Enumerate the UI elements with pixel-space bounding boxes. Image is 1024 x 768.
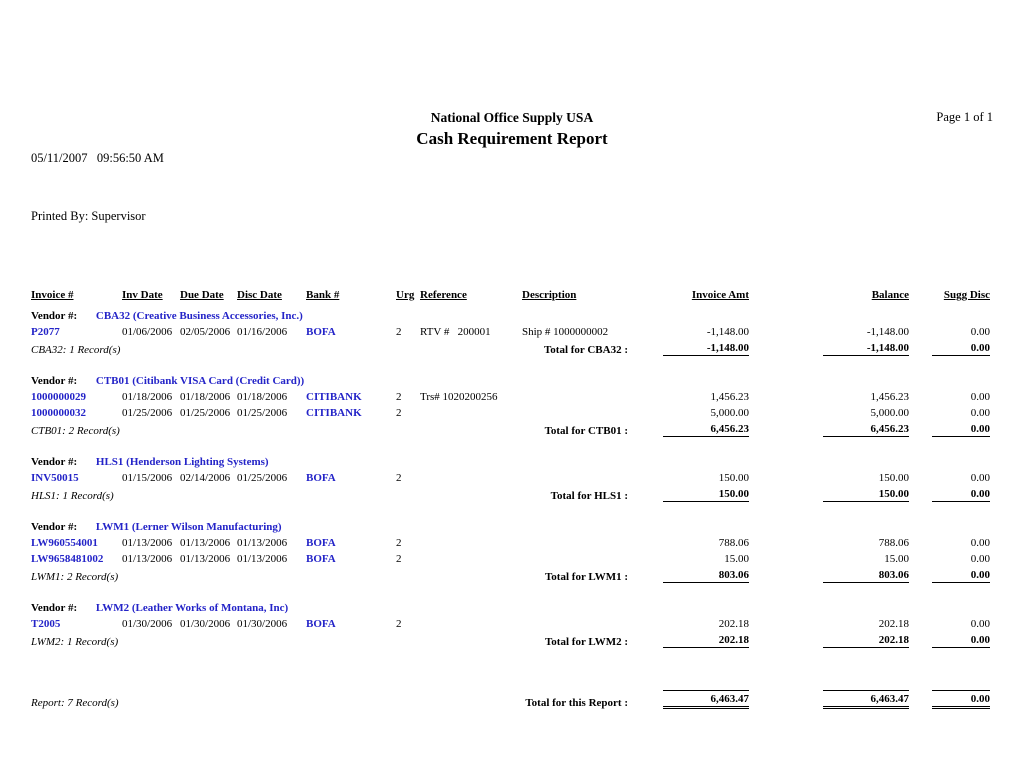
invoice-row xyxy=(31,616,990,632)
report-header xyxy=(31,110,993,265)
disc-date: 01/13/2006 xyxy=(237,553,288,565)
group-total-sugg-disc: 0.00 xyxy=(909,486,990,504)
group-record-count: CTB01: 2 Record(s) xyxy=(31,425,120,437)
vendor-cell xyxy=(31,368,990,389)
description xyxy=(522,470,642,486)
vendor-number-label: Vendor #: xyxy=(31,521,78,533)
group-total-sugg-disc: 0.00 xyxy=(909,340,990,358)
invoice-amt: 15.00 xyxy=(724,553,749,565)
group-total-label: Total for CTB01 : xyxy=(544,425,628,437)
urgency: 2 xyxy=(396,553,402,565)
reference xyxy=(420,405,522,421)
invoice-amt: 1,456.23 xyxy=(710,391,749,403)
print-datetime: 05/11/2007 09:56:50 AM xyxy=(31,150,164,165)
group-total-row xyxy=(31,567,990,585)
report-total-invoice-amt: 6,463.47 xyxy=(642,688,749,711)
column-header-row xyxy=(31,287,990,303)
group-total-balance: 202.18 xyxy=(749,632,909,650)
sugg-disc: 0.00 xyxy=(970,391,990,403)
invoice-amt: 5,000.00 xyxy=(710,407,749,419)
disc-date: 01/16/2006 xyxy=(237,326,288,338)
reference xyxy=(420,470,522,486)
vendor-number-label: Vendor #: xyxy=(31,456,78,468)
group-spacer xyxy=(31,585,990,595)
vendor-cell xyxy=(31,449,990,470)
vendor-link[interactable]: LWM1 (Lerner Wilson Manufacturing) xyxy=(95,521,282,533)
due-date: 02/05/2006 xyxy=(180,326,231,338)
page-number: Page 1 of 1 xyxy=(936,110,993,124)
invoice-number-link[interactable]: T2005 xyxy=(31,618,61,630)
group-total-label: Total for HLS1 : xyxy=(550,490,628,502)
group-spacer xyxy=(31,358,990,368)
disc-date: 01/30/2006 xyxy=(237,618,288,630)
column-header-invoice: Invoice # xyxy=(31,289,74,301)
balance: 1,456.23 xyxy=(870,391,909,403)
reference xyxy=(420,535,522,551)
group-record-count: CBA32: 1 Record(s) xyxy=(31,344,121,356)
vendor-row xyxy=(31,303,990,324)
due-date: 01/13/2006 xyxy=(180,553,231,565)
due-date: 01/25/2006 xyxy=(180,407,231,419)
group-total-row xyxy=(31,632,990,650)
report-title: Cash Requirement Report xyxy=(416,129,608,148)
report-total-balance: 6,463.47 xyxy=(749,688,909,711)
invoice-amt: 202.18 xyxy=(718,618,749,630)
balance: -1,148.00 xyxy=(866,326,909,338)
reference xyxy=(420,616,522,632)
column-header-sugg-disc: Sugg Disc xyxy=(943,289,990,301)
disc-date: 01/18/2006 xyxy=(237,391,288,403)
invoice-number-link[interactable]: 1000000032 xyxy=(31,407,86,419)
sugg-disc: 0.00 xyxy=(970,326,990,338)
description xyxy=(522,535,642,551)
invoice-row xyxy=(31,405,990,421)
group-total-balance: 803.06 xyxy=(749,567,909,585)
description: Ship # 1000000002 xyxy=(522,326,609,338)
reference xyxy=(420,551,522,567)
inv-date: 01/15/2006 xyxy=(122,472,173,484)
reference: RTV # 200001 xyxy=(420,326,491,338)
invoice-amt: 150.00 xyxy=(718,472,749,484)
urgency: 2 xyxy=(396,537,402,549)
column-header-invoice-amt: Invoice Amt xyxy=(691,289,749,301)
group-total-balance: 150.00 xyxy=(749,486,909,504)
group-total-sugg-disc: 0.00 xyxy=(909,567,990,585)
vendor-cell xyxy=(31,303,990,324)
sugg-disc: 0.00 xyxy=(970,618,990,630)
group-total-balance: -1,148.00 xyxy=(749,340,909,358)
bank-link[interactable]: BOFA xyxy=(306,553,336,565)
group-total-invoice-amt: 202.18 xyxy=(642,632,749,650)
group-record-count: LWM2: 1 Record(s) xyxy=(31,636,119,648)
invoice-row xyxy=(31,535,990,551)
inv-date: 01/13/2006 xyxy=(122,537,173,549)
group-total-sugg-disc: 0.00 xyxy=(909,632,990,650)
group-total-label: Total for LWM2 : xyxy=(544,636,628,648)
group-total-row xyxy=(31,340,990,358)
report-record-count: Report: 7 Record(s) xyxy=(31,697,119,709)
group-total-label: Total for CBA32 : xyxy=(543,344,628,356)
invoice-row xyxy=(31,551,990,567)
report-total-sugg-disc: 0.00 xyxy=(909,688,990,711)
group-total-invoice-amt: -1,148.00 xyxy=(642,340,749,358)
vendor-number-label: Vendor #: xyxy=(31,602,78,614)
inv-date: 01/13/2006 xyxy=(122,553,173,565)
group-total-invoice-amt: 803.06 xyxy=(642,567,749,585)
description xyxy=(522,551,642,567)
balance: 788.06 xyxy=(878,537,909,549)
description xyxy=(522,389,642,405)
bank-link[interactable]: BOFA xyxy=(306,326,336,338)
report-total-spacer xyxy=(31,650,990,688)
invoice-number-link[interactable]: LW9658481002 xyxy=(31,553,104,565)
balance: 202.18 xyxy=(878,618,909,630)
due-date: 02/14/2006 xyxy=(180,472,231,484)
column-header-inv-date: Inv Date xyxy=(122,289,163,301)
printed-by: Printed By: Supervisor xyxy=(31,208,146,223)
urgency: 2 xyxy=(396,391,402,403)
disc-date: 01/25/2006 xyxy=(237,407,288,419)
column-header-reference: Reference xyxy=(420,289,467,301)
column-header-balance: Balance xyxy=(871,289,909,301)
group-total-row xyxy=(31,421,990,439)
urgency: 2 xyxy=(396,618,402,630)
vendor-row xyxy=(31,514,990,535)
vendor-row xyxy=(31,368,990,389)
report-total-row xyxy=(31,688,990,711)
sugg-disc: 0.00 xyxy=(970,553,990,565)
vendor-row xyxy=(31,595,990,616)
print-info xyxy=(31,110,251,265)
urgency: 2 xyxy=(396,326,402,338)
column-header-description: Description xyxy=(522,289,577,301)
vendor-number-label: Vendor #: xyxy=(31,375,78,387)
bank-link[interactable]: CITIBANK xyxy=(306,391,362,403)
sugg-disc: 0.00 xyxy=(970,472,990,484)
sugg-disc: 0.00 xyxy=(970,537,990,549)
invoice-number-link[interactable]: LW960554001 xyxy=(31,537,98,549)
invoice-row xyxy=(31,389,990,405)
group-spacer xyxy=(31,439,990,449)
description xyxy=(522,405,642,421)
group-record-count: LWM1: 2 Record(s) xyxy=(31,571,119,583)
urgency: 2 xyxy=(396,407,402,419)
column-header-due-date: Due Date xyxy=(180,289,224,301)
column-header-disc-date: Disc Date xyxy=(237,289,282,301)
bank-link[interactable]: CITIBANK xyxy=(306,407,362,419)
description xyxy=(522,616,642,632)
invoice-row xyxy=(31,324,990,340)
due-date: 01/18/2006 xyxy=(180,391,231,403)
balance: 5,000.00 xyxy=(870,407,909,419)
inv-date: 01/06/2006 xyxy=(122,326,173,338)
inv-date: 01/25/2006 xyxy=(122,407,173,419)
report-titles xyxy=(251,110,773,149)
cash-requirement-table xyxy=(31,287,990,711)
group-total-invoice-amt: 150.00 xyxy=(642,486,749,504)
group-total-sugg-disc: 0.00 xyxy=(909,421,990,439)
due-date: 01/30/2006 xyxy=(180,618,231,630)
sugg-disc: 0.00 xyxy=(970,407,990,419)
invoice-amt: -1,148.00 xyxy=(706,326,749,338)
group-total-label: Total for LWM1 : xyxy=(544,571,628,583)
balance: 15.00 xyxy=(884,553,909,565)
vendor-link[interactable]: CBA32 (Creative Business Accessories, Inc.) xyxy=(95,310,303,322)
bank-link[interactable]: BOFA xyxy=(306,537,336,549)
disc-date: 01/13/2006 xyxy=(237,537,288,549)
bank-link[interactable]: BOFA xyxy=(306,472,336,484)
vendor-link[interactable]: LWM2 (Leather Works of Montana, Inc) xyxy=(95,602,289,614)
balance: 150.00 xyxy=(878,472,909,484)
group-total-balance: 6,456.23 xyxy=(749,421,909,439)
group-record-count: HLS1: 1 Record(s) xyxy=(31,490,114,502)
due-date: 01/13/2006 xyxy=(180,537,231,549)
invoice-number-link[interactable]: INV50015 xyxy=(31,472,79,484)
reference: Trs# 1020200256 xyxy=(420,391,498,403)
invoice-amt: 788.06 xyxy=(718,537,749,549)
group-spacer xyxy=(31,504,990,514)
invoice-row xyxy=(31,470,990,486)
disc-date: 01/25/2006 xyxy=(237,472,288,484)
report-total-label: Total for this Report : xyxy=(525,697,628,709)
vendor-cell xyxy=(31,595,990,616)
inv-date: 01/18/2006 xyxy=(122,391,173,403)
column-header-bank: Bank # xyxy=(306,289,340,301)
invoice-number-link[interactable]: P2077 xyxy=(31,326,60,338)
urgency: 2 xyxy=(396,472,402,484)
vendor-cell xyxy=(31,514,990,535)
column-header-urg: Urg xyxy=(396,289,415,301)
bank-link[interactable]: BOFA xyxy=(306,618,336,630)
company-name: National Office Supply USA xyxy=(430,110,594,125)
vendor-link[interactable]: HLS1 (Henderson Lighting Systems) xyxy=(95,456,269,468)
vendor-row xyxy=(31,449,990,470)
vendor-number-label: Vendor #: xyxy=(31,310,78,322)
invoice-number-link[interactable]: 1000000029 xyxy=(31,391,86,403)
inv-date: 01/30/2006 xyxy=(122,618,173,630)
group-total-row xyxy=(31,486,990,504)
group-total-invoice-amt: 6,456.23 xyxy=(642,421,749,439)
vendor-link[interactable]: CTB01 (Citibank VISA Card (Credit Card)) xyxy=(95,375,305,387)
